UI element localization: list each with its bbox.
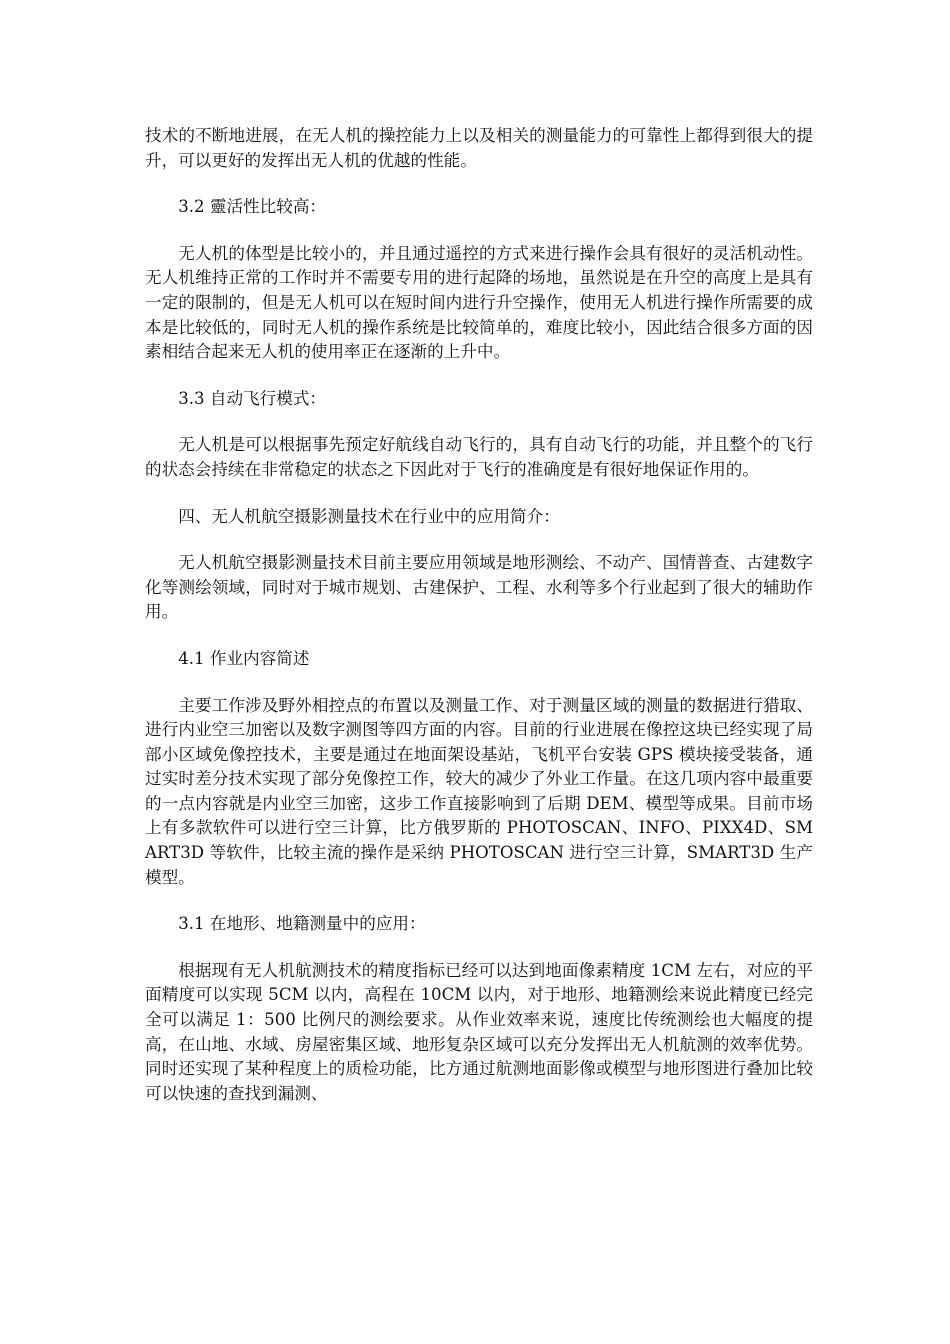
section-heading: 3.3 自动飞行模式：	[178, 388, 327, 408]
body-paragraph: 无人机的体型是比较小的，并且通过遥控的方式来进行操作会具有很好的灵活机动性。无人机维持正常的工作时并不需要专用的进行起降的场地，虽然说是在升空的高度上是具有一定的限制的，但是无人机可以在短时间内进行升空操作，使用无人机进行操作所需要的成本是比较低的，同时无人机的操作系统是比较简单的，难度比较小，因此结合很多方面的因素相结合起来无人机的使用率正在逐渐的上升中。	[145, 243, 813, 362]
section-heading: 4.1 作业内容简述	[178, 648, 310, 668]
body-paragraph: 无人机是可以根据事先预定好航线自动飞行的，具有自动飞行的功能，并且整个的飞行的状态会持续在非常稳定的状态之下因此对于飞行的准确度是有很好地保证作用的。	[145, 435, 813, 479]
body-paragraph: 技术的不断地进展，在无人机的操控能力上以及相关的测量能力的可靠性上都得到很大的提升，可以更好的发挥出无人机的优越的性能。	[145, 126, 813, 170]
document-page	[145, 124, 813, 1128]
section-heading: 3.1 在地形、地籍测量中的应用：	[178, 914, 426, 934]
section-heading: 3.2 靈活性比较高：	[178, 197, 327, 217]
body-paragraph: 无人机航空摄影测量技术目前主要应用领域是地形测绘、不动产、国情普查、古建数字化等测绘领域，同时对于城市规划、古建保护、工程、水利等多个行业起到了很大的辅助作用。	[145, 553, 813, 622]
body-paragraph: 主要工作涉及野外相控点的布置以及测量工作、对于测量区域的测量的数据进行猎取、进行内业空三加密以及数字测图等四方面的内容。目前的行业进展在像控这块已经实现了局部小区域免像控技术，主要是通过在地面架设基站，飞机平台安装 GPS 模块接受装备，通过实时差分技术实现了部分免像控工作，较大的减少了外业工作量。在这几项内容中最重要的一点内容就是内业空三加密，这步工作直接影响到了后期 DEM、模型等成果。目前市场上有多款软件可以进行空三计算，比方俄罗斯的 PHOTOSCAN、INFO、PIXX4D、SMART3D 等软件，比较主流的操作是采纳 PHOTOSCAN 进行空三计算，SMART3D 生产模型。	[145, 695, 813, 887]
section-heading: 四、无人机航空摄影测量技术在行业中的应用简介：	[178, 506, 560, 526]
body-paragraph: 根据现有无人机航测技术的精度指标已经可以达到地面像素精度 1CM 左右，对应的平面精度可以实现 5CM 以内，高程在 10CM 以内，对于地形、地籍测绘来说此精度已经完全可以满足 1：500 比例尺的测绘要求。从作业效率来说，速度比传统测绘也大幅度的提高，在山地、水域、房屋密集区域、地形复杂区域可以充分发挥出无人机航测的效率优势。同时还实现了某种程度上的质检功能，比方通过航测地面影像或模型与地形图进行叠加比较可以快速的查找到漏测、	[145, 960, 813, 1103]
